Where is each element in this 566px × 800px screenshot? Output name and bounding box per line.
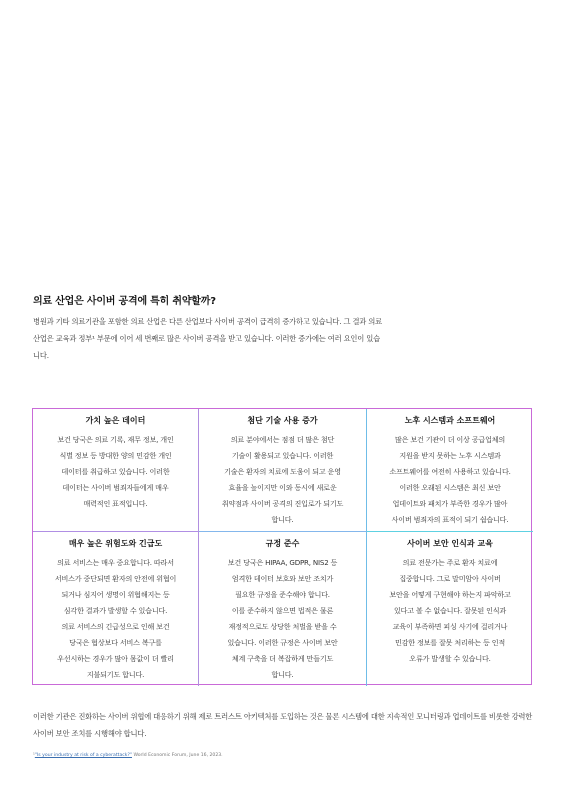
factor-card [367, 409, 533, 532]
footnote [33, 753, 453, 758]
factor-card-title: 규정 준수 [265, 539, 300, 548]
factor-card-title: 노후 시스템과 소프트웨어 [404, 416, 496, 425]
factor-card-title: 매우 높은 위험도와 긴급도 [68, 539, 163, 548]
footnote-marker: ¹ [33, 753, 35, 758]
factor-card-title: 사이버 보안 인식과 교육 [407, 539, 493, 548]
factor-grid [32, 408, 532, 685]
factor-card [199, 409, 367, 532]
factor-card [33, 532, 199, 686]
factor-card [367, 532, 533, 686]
factor-card [199, 532, 367, 686]
intro-paragraph: 병원과 기타 의료기관을 포함한 의료 산업은 다른 산업보다 사이버 공격이 급격히 증가하고 있습니다. 그 결과 의료 산업은 교육과 정부¹ 부문에 이어 세 번째로 많은 사이버 공격을 받고 있습니다. 이러한 증가에는 여러 요인이 있습니다. [33, 317, 382, 360]
factor-card-body: 의료 서비스는 매우 중요합니다. 따라서 서비스가 중단되면 환자의 안전에 위협이 되거나 심지어 생명이 위협해지는 등 심각한 결과가 발생할 수 있습니다. 의료 서비스의 긴급성으로 인해 보건 당국은 협상보다 서비스 복구를 우선시하는 경우가 많아 몸값이 더 빨리 지불되기도 합니다. [54, 558, 177, 679]
factor-card-body: 의료 전문가는 주로 환자 치료에 집중합니다. 그로 말미암아 사이버 보안을 어떻게 구현해야 하는지 파악하고 있다고 볼 수 없습니다. 잘못된 인식과 교육이 부족하면 피싱 사기에 걸리거나 민감한 정보를 잘못 처리하는 등 인적 오류가 발생할 수 있습니다. [389, 558, 511, 663]
closing-paragraph: 이러한 기관은 진화하는 사이버 위협에 대응하기 위해 제로 트러스트 아키텍처를 도입하는 것은 물론 시스템에 대한 지속적인 모니터링과 업데이트를 비롯한 강력한 사이버 보안 조치를 시행해야 합니다. [33, 712, 533, 738]
footnote-link[interactable]: "Is your industry at risk of a cyberattack?" [34, 753, 132, 758]
section-title: 의료 산업은 사이버 공격에 특히 취약할까? [33, 296, 216, 307]
factor-card [33, 409, 199, 532]
factor-card-title: 가치 높은 데이터 [85, 416, 146, 425]
factor-card-title: 첨단 기술 사용 증가 [247, 416, 318, 425]
factor-card-body: 많은 보건 기관이 더 이상 공급업체의 지원을 받지 못하는 노후 시스템과 소프트웨어를 여전히 사용하고 있습니다. 이러한 오래된 시스템은 최신 보안 업데이트와 패치가 부족한 경우가 많아 사이버 범죄자의 표적이 되기 쉽습니다. [389, 435, 511, 524]
factor-card-body: 의료 분야에서는 점점 더 많은 첨단 기술이 활용되고 있습니다. 이러한 기술은 환자의 치료에 도움이 되고 운영 효율을 높이지만 이와 동시에 새로운 취약점과 사이버 공격의 진입로가 되기도 합니다. [221, 435, 344, 524]
factor-card-body: 보건 당국은 HIPAA, GDPR, NIS2 등 엄격한 데이터 보호와 보안 조치가 필요한 규정을 준수해야 합니다. 이를 준수하지 않으면 법적은 물론 재정적으로도 상당한 처벌을 받을 수 있습니다. 이러한 규정은 사이버 보안 체계 구축을 더 복잡하게 만들기도 합니다. [227, 558, 338, 679]
factor-card-body: 보건 당국은 의료 기록, 재무 정보, 개인 식별 정보 등 방대한 양의 민감한 개인 데이터를 취급하고 있습니다. 이러한 데이터는 사이버 범죄자들에게 매우 매력적인 표적입니다. [57, 435, 174, 508]
footnote-source: World Economic Forum, June 16, 2023. [132, 753, 223, 758]
